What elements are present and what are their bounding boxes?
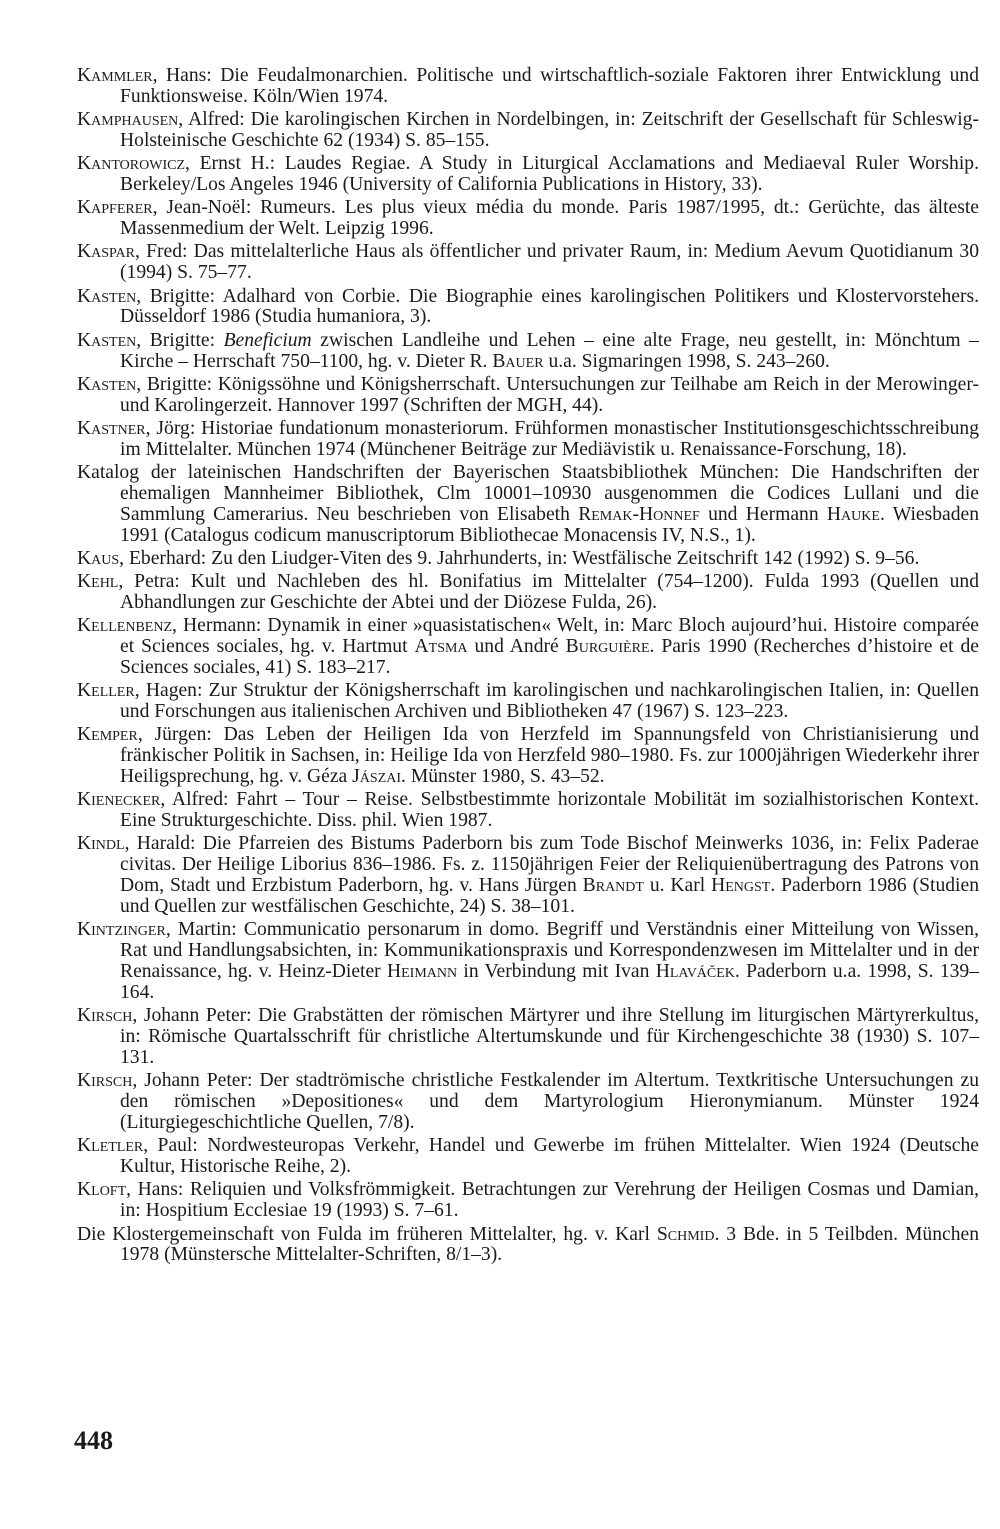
entry-text: , Alfred: Die karolingischen Kirchen in Nordelbingen, in: Zeitschrift der Gesellschaft für Schleswig-Holsteinische Geschichte 62 (1934) S. 85–155. bbox=[120, 109, 979, 152]
bibliography-entry bbox=[77, 920, 979, 1004]
author-name: Remak-Honnef bbox=[578, 503, 700, 525]
bibliography-entry bbox=[77, 375, 979, 417]
entry-text: , Jörg: Historiae fundationum monasteriorum. Frühformen monastischer Institutionsgeschichtsschreibung im Mittelalter. München 1974 (Münchener Beiträge zur Mediävistik u. Renaissance-Forschung, 18). bbox=[120, 417, 979, 460]
bibliography-entry bbox=[77, 1180, 979, 1222]
entry-text: , Alfred: Fahrt – Tour – Reise. Selbstbestimmte horizontale Mobilität im sozialhistorischen Kontext. Eine Strukturgeschichte. Diss. phil. Wien 1987. bbox=[120, 789, 979, 832]
bibliography-entry bbox=[77, 616, 979, 679]
author-name: Kirsch bbox=[77, 1070, 133, 1092]
author-name: Kemper bbox=[77, 724, 138, 746]
entry-text: , Brigitte: Königssöhne und Königsherrschaft. Untersuchungen zur Teilhabe am Reich in der Merowinger- und Karolingerzeit. Hannover 1997 (Schriften der MGH, 44). bbox=[120, 373, 979, 416]
bibliography-entry bbox=[77, 154, 979, 196]
author-name: Kienecker bbox=[77, 789, 161, 811]
author-name: Kindl bbox=[77, 833, 125, 855]
bibliography-entry bbox=[77, 419, 979, 461]
bibliography-entry bbox=[77, 725, 979, 788]
bibliography-entry bbox=[77, 834, 979, 918]
author-name: Kletler bbox=[77, 1135, 144, 1157]
bibliography-entry bbox=[77, 549, 979, 570]
entry-text: u.a. Sigmaringen 1998, S. 243–260. bbox=[543, 350, 830, 372]
author-name: Kasten bbox=[77, 373, 137, 395]
bibliography-entry bbox=[77, 1071, 979, 1134]
author-name: Brandt bbox=[582, 875, 644, 897]
entry-text: , Hagen: Zur Struktur der Königsherrschaft im karolingischen und nachkarolingischen Italien, in: Quellen und Forschungen aus italienischen Archiven und Bibliotheken 47 (1967) S. 123–223. bbox=[120, 680, 979, 723]
bibliography-entry bbox=[77, 331, 979, 373]
bibliography-list bbox=[77, 66, 979, 1269]
bibliography-entry bbox=[77, 1136, 979, 1178]
entry-text: , Brigitte: Adalhard von Corbie. Die Biographie eines karolingischen Politikers und Klostervorstehers. Düsseldorf 1986 (Studia humaniora, 3). bbox=[120, 285, 979, 328]
author-name: Kasten bbox=[77, 329, 137, 351]
author-name: Kellenbenz bbox=[77, 615, 173, 637]
author-name: Schmid bbox=[656, 1223, 715, 1245]
author-name: Jászai bbox=[352, 766, 402, 788]
entry-text: und André bbox=[467, 636, 566, 658]
author-name: Burguière bbox=[565, 636, 650, 658]
author-name: Kamphausen bbox=[77, 109, 179, 131]
entry-text: . 3 Bde. in 5 Teilbden. München 1978 (Münstersche Mittelalter-Schriften, 8/1–3). bbox=[120, 1223, 980, 1266]
entry-text: . Paderborn u.a. 1998, S. 139–164. bbox=[120, 961, 980, 1004]
page-number: 448 bbox=[74, 1426, 113, 1455]
author-name: Bauer bbox=[492, 350, 544, 372]
author-name: Kloft bbox=[77, 1179, 127, 1201]
bibliography-entry bbox=[77, 287, 979, 329]
entry-text: , Eberhard: Zu den Liudger-Viten des 9. Jahrhunderts, in: Westfälische Zeitschrift 142 (1992) S. 9–56. bbox=[119, 547, 920, 569]
entry-text: , Martin: Communicatio personarum in domo. Begriff und Verständnis einer Mitteilung von Wissen, Rat und Handlungsabsichten, in: Kommunikationspraxis und Korrespondenzwesen im Mittelalter und in der Renaissance, hg. v. Heinz-Dieter bbox=[120, 919, 979, 983]
author-name: Kehl bbox=[77, 571, 119, 593]
bibliography-entry bbox=[77, 66, 979, 108]
entry-text: , Johann Peter: Die Grabstätten der römischen Märtyrer und ihre Stellung im liturgischen Märtyrerkultus, in: Römische Quartalsschrift für christliche Altertumskunde und für Kirchengeschichte 38 (1930) S. 107–131. bbox=[120, 1005, 979, 1069]
bibliography-entry bbox=[77, 198, 979, 240]
entry-text: , Fred: Das mittelalterliche Haus als öffentlicher und privater Raum, in: Medium Aevum Quotidianum 30 (1994) S. 75–77. bbox=[120, 241, 979, 284]
bibliography-entry bbox=[77, 1225, 979, 1267]
entry-text: , Brigitte: bbox=[136, 329, 224, 351]
entry-text: . Münster 1980, S. 43–52. bbox=[401, 766, 605, 788]
entry-text: Die Klostergemeinschaft von Fulda im früheren Mittelalter, hg. v. Karl bbox=[77, 1223, 657, 1245]
bibliography-entry bbox=[77, 110, 979, 152]
bibliography-entry bbox=[77, 572, 979, 614]
entry-text: zwischen Landleihe und Lehen – eine alte Frage, neu gestellt, in: Mönchtum – Kirche – Herrschaft 750–1100, hg. v. Dieter R. bbox=[120, 329, 979, 372]
author-name: Hauke bbox=[826, 503, 880, 525]
author-name: Atsma bbox=[414, 636, 468, 658]
author-name: Kastner bbox=[77, 417, 146, 439]
bibliography-entry bbox=[77, 790, 979, 832]
entry-text: . Paderborn 1986 (Studien und Quellen zur westfälischen Geschichte, 24) S. 38–101. bbox=[120, 875, 979, 918]
entry-text: in Verbindung mit Ivan bbox=[457, 961, 656, 983]
entry-text: , Hermann: Dynamik in einer »quasistatischen« Welt, in: Marc Bloch aujourd’hui. Histoire comparée et Sciences sociales, hg. v. Hartmut bbox=[120, 615, 979, 658]
author-name: Kammler bbox=[77, 65, 153, 86]
entry-text: . Paris 1990 (Recherches d’histoire et de Sciences sociales, 41) S. 183–217. bbox=[120, 636, 979, 679]
entry-text: , Ernst H.: Laudes Regiae. A Study in Liturgical Acclamations and Mediaeval Ruler Worship. Berkeley/Los Angeles 1946 (University of California Publications in History, 33). bbox=[120, 153, 979, 196]
author-name: Kapferer bbox=[77, 197, 153, 219]
author-name: Kaus bbox=[77, 547, 120, 569]
author-name: Heimann bbox=[386, 961, 458, 983]
author-name: Hengst bbox=[711, 875, 771, 897]
author-name: Kintzinger bbox=[77, 919, 166, 941]
italic-term: Beneficium bbox=[223, 329, 312, 351]
entry-text: , Jean-Noël: Rumeurs. Les plus vieux média du monde. Paris 1987/1995, dt.: Gerüchte, das älteste Massenmedium der Welt. Leipzig 1996. bbox=[120, 197, 979, 240]
author-name: Kasten bbox=[77, 285, 137, 307]
entry-text: Katalog der lateinischen Handschriften der Bayerischen Staatsbibliothek München: Die Handschriften der ehemaligen Mannheimer Bibliothek, Clm 10001–10930 ausgenommen die Codices Lullani und die Sammlung Camerarius. Neu beschrieben von Elisabeth bbox=[77, 461, 979, 525]
entry-text: , Hans: Reliquien und Volksfrömmigkeit. Betrachtungen zur Verehrung der Heiligen Cosmas und Damian, in: Hospitium Ecclesiae 19 (1993) S. 7–61. bbox=[120, 1179, 979, 1222]
author-name: Kantorowicz bbox=[77, 153, 185, 175]
entry-text: und Hermann bbox=[699, 503, 827, 525]
entry-text: , Johann Peter: Der stadtrömische christliche Festkalender im Altertum. Textkritische Untersuchungen zu den römischen »Depositiones« und dem Martyrologium Hieronymianum. Münster 1924 (Liturgiegeschichtliche Quellen, 7/8). bbox=[120, 1070, 979, 1134]
bibliography-entry bbox=[77, 463, 979, 547]
author-name: Kaspar bbox=[77, 241, 135, 263]
entry-text: u. Karl bbox=[643, 875, 712, 897]
author-name: Keller bbox=[77, 680, 135, 702]
entry-text: , Hans: Die Feudalmonarchien. Politische und wirtschaftlich-soziale Faktoren ihrer Entwicklung und Funktionsweise. Köln/Wien 1974. bbox=[120, 65, 979, 107]
author-name: Hlaváček bbox=[655, 961, 735, 983]
entry-text: , Jürgen: Das Leben der Heiligen Ida von Herzfeld im Spannungsfeld von Christianisierung und fränkischer Politik in Sachsen, in: Heilige Ida von Herzfeld 980–1980. Fs. zur 1000jährigen Wiederkehr ihrer Heiligsprechung, hg. v. Géza bbox=[120, 724, 979, 788]
entry-text: . Wiesbaden 1991 (Catalogus codicum manuscriptorum Bibliothecae Monacensis IV, N.S., 1). bbox=[120, 503, 979, 546]
bibliography-entry bbox=[77, 242, 979, 284]
entry-text: , Harald: Die Pfarreien des Bistums Paderborn bis zum Tode Bischof Meinwerks 1036, in: Felix Paderae civitas. Der Heilige Liborius 836–1986. Fs. z. 1150jährigen Feier der Reliquienübertragung des Patrons von Dom, Stadt und Erzbistum Paderborn, hg. v. Hans Jürgen bbox=[120, 833, 979, 897]
author-name: Kirsch bbox=[77, 1005, 133, 1027]
entry-text: , Paul: Nordwesteuropas Verkehr, Handel und Gewerbe im frühen Mittelalter. Wien 1924 (Deutsche Kultur, Historische Reihe, 2). bbox=[120, 1135, 979, 1178]
bibliography-entry bbox=[77, 1006, 979, 1069]
entry-text: , Petra: Kult und Nachleben des hl. Bonifatius im Mittelalter (754–1200). Fulda 1993 (Quellen und Abhandlungen zur Geschichte der Abtei und der Diözese Fulda, 26). bbox=[118, 571, 979, 614]
bibliography-entry bbox=[77, 681, 979, 723]
